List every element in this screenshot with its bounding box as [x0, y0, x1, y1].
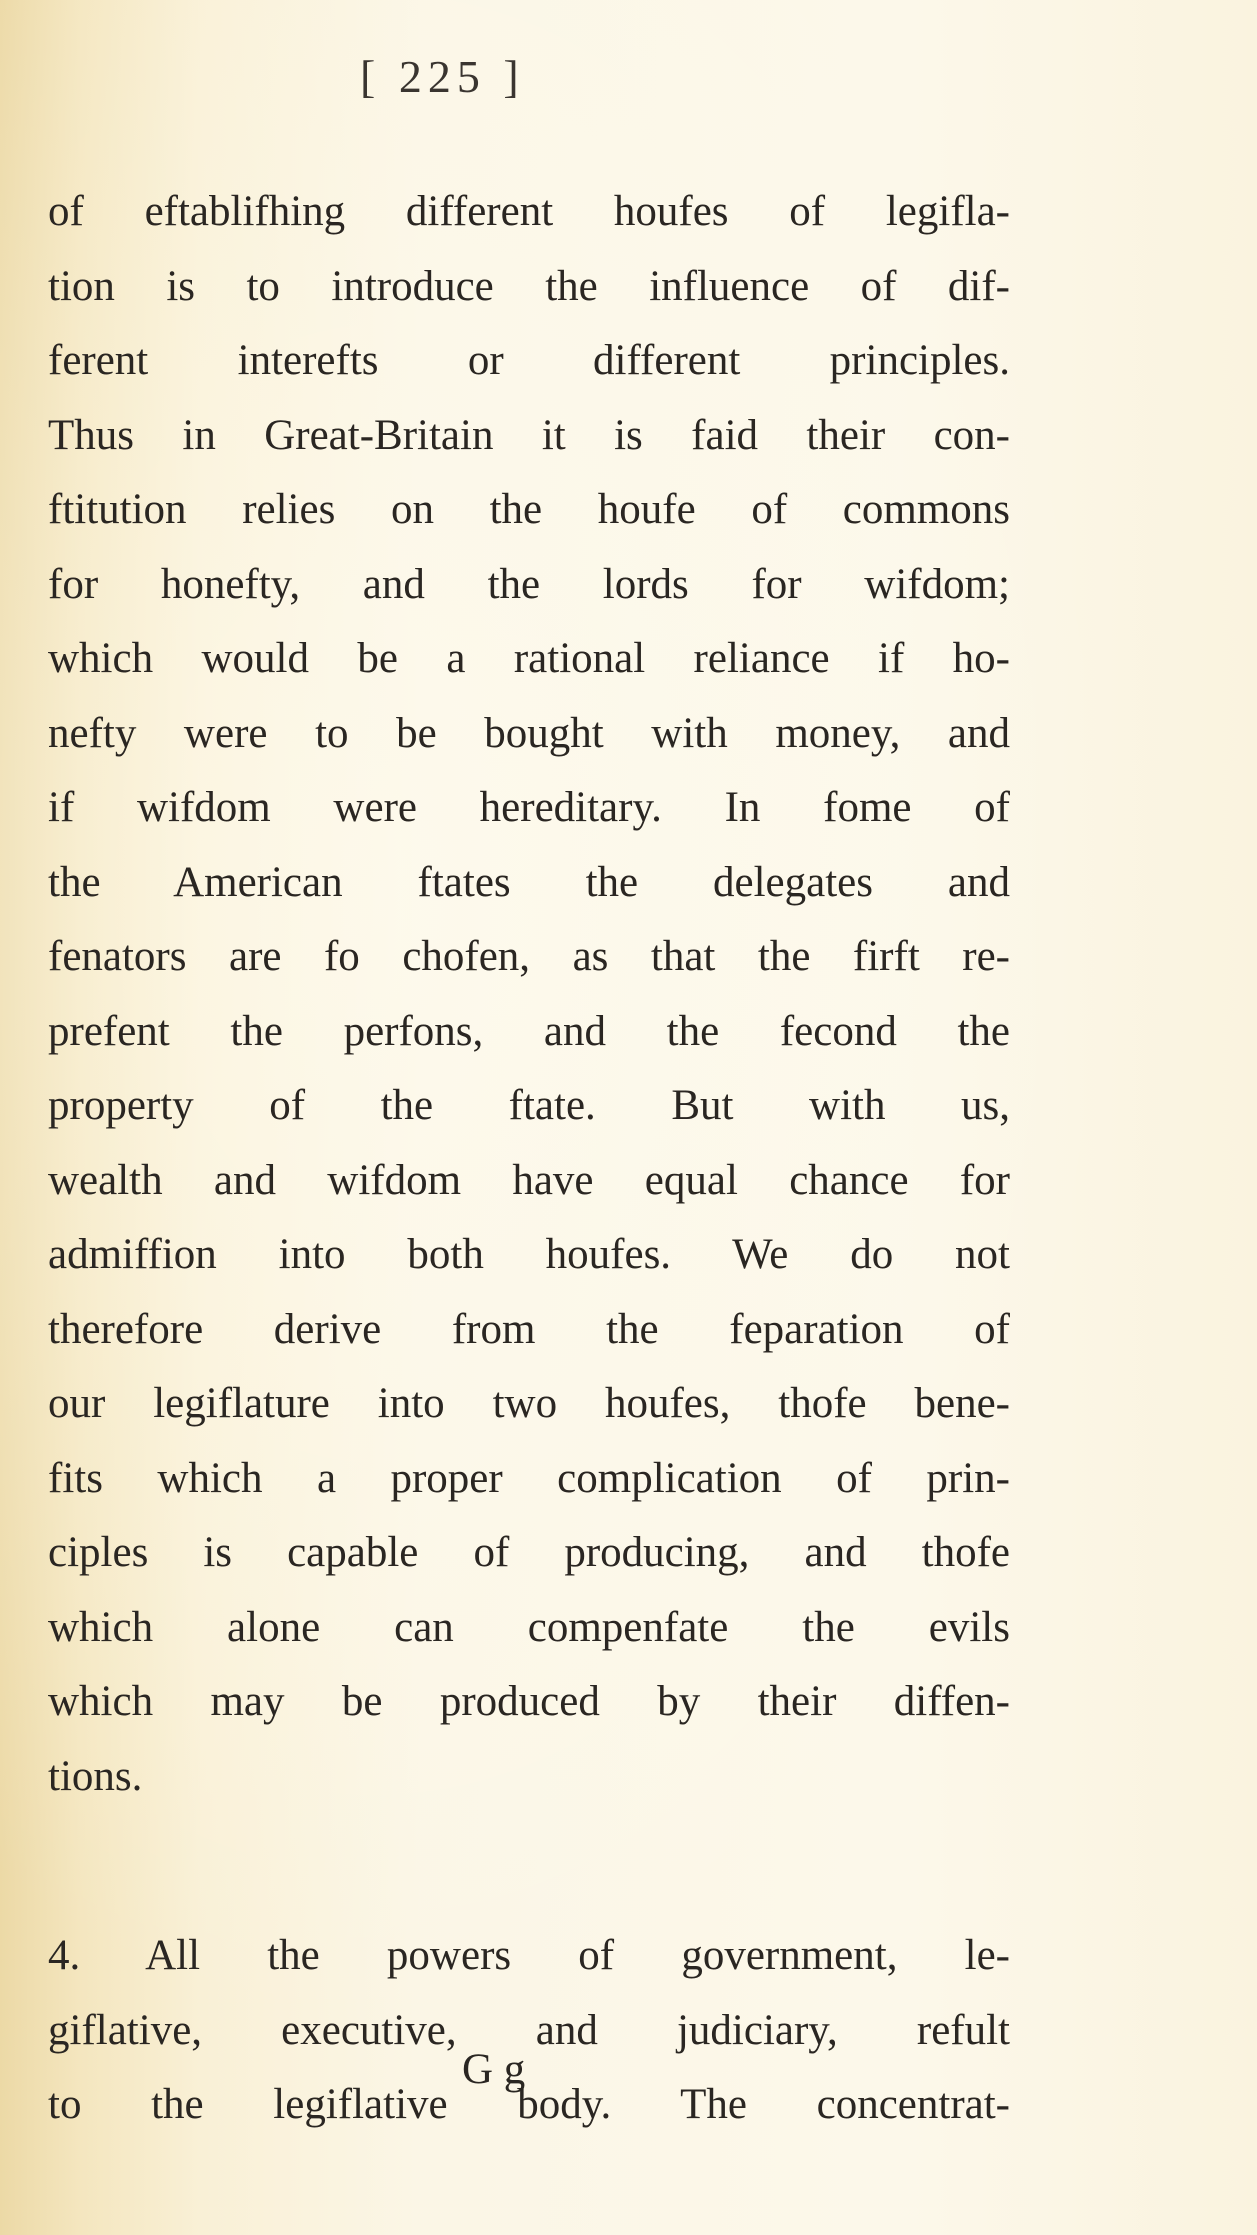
- text-line: wealth and wifdom have equal chance for: [48, 1156, 1010, 1204]
- text-line: therefore derive from the feparation of: [48, 1305, 1010, 1353]
- text-line: ciples is capable of producing, and thofe: [48, 1529, 1010, 1576]
- text-line: ftitution relies on the houfe of commons: [48, 486, 1010, 533]
- text-line: if wifdom were hereditary. In fome of: [48, 784, 1010, 831]
- text-line: nefty were to be bought with money, and: [48, 709, 1010, 757]
- text-line: giflative, executive, and judiciary, refult: [48, 2006, 1010, 2054]
- text-line: admiffion into both houfes. We do not: [48, 1231, 1010, 1278]
- text-line: which alone can compenfate the evils: [48, 1603, 1010, 1651]
- text-line: fenators are fo chofen, as that the firft re-: [48, 933, 1010, 980]
- text-line: of eftablifhing different houfes of legifla-: [48, 188, 1010, 235]
- text-line: our legiflature into two houfes, thofe bene-: [48, 1380, 1010, 1427]
- text-line: tion is to introduce the influence of dif-: [48, 262, 1010, 310]
- text-line: which would be a rational reliance if ho-: [48, 635, 1010, 682]
- text-line: property of the ftate. But with us,: [48, 1082, 1010, 1129]
- text-line: fits which a proper complication of prin-: [48, 1454, 1010, 1502]
- page-number: [ 225 ]: [360, 51, 525, 102]
- signature-mark: G g: [462, 2046, 526, 2093]
- text-line: tions.: [48, 1752, 143, 1800]
- page-text: [48, 175, 1010, 2143]
- text-line: 4. All the powers of government, le-: [48, 1932, 1010, 1979]
- text-line: for honefty, and the lords for wifdom;: [48, 560, 1010, 608]
- text-line: the American ftates the delegates and: [48, 858, 1010, 906]
- paragraph-gap: [48, 1814, 1010, 1919]
- text-line: to the legiflative body. The concentrat-: [48, 2081, 1010, 2128]
- text-line: prefent the perfons, and the fecond the: [48, 1007, 1010, 1055]
- text-line: Thus in Great-Britain it is faid their con-: [48, 411, 1010, 459]
- text-line: ferent interefts or different principles.: [48, 337, 1010, 384]
- text-line: which may be produced by their diffen-: [48, 1678, 1010, 1725]
